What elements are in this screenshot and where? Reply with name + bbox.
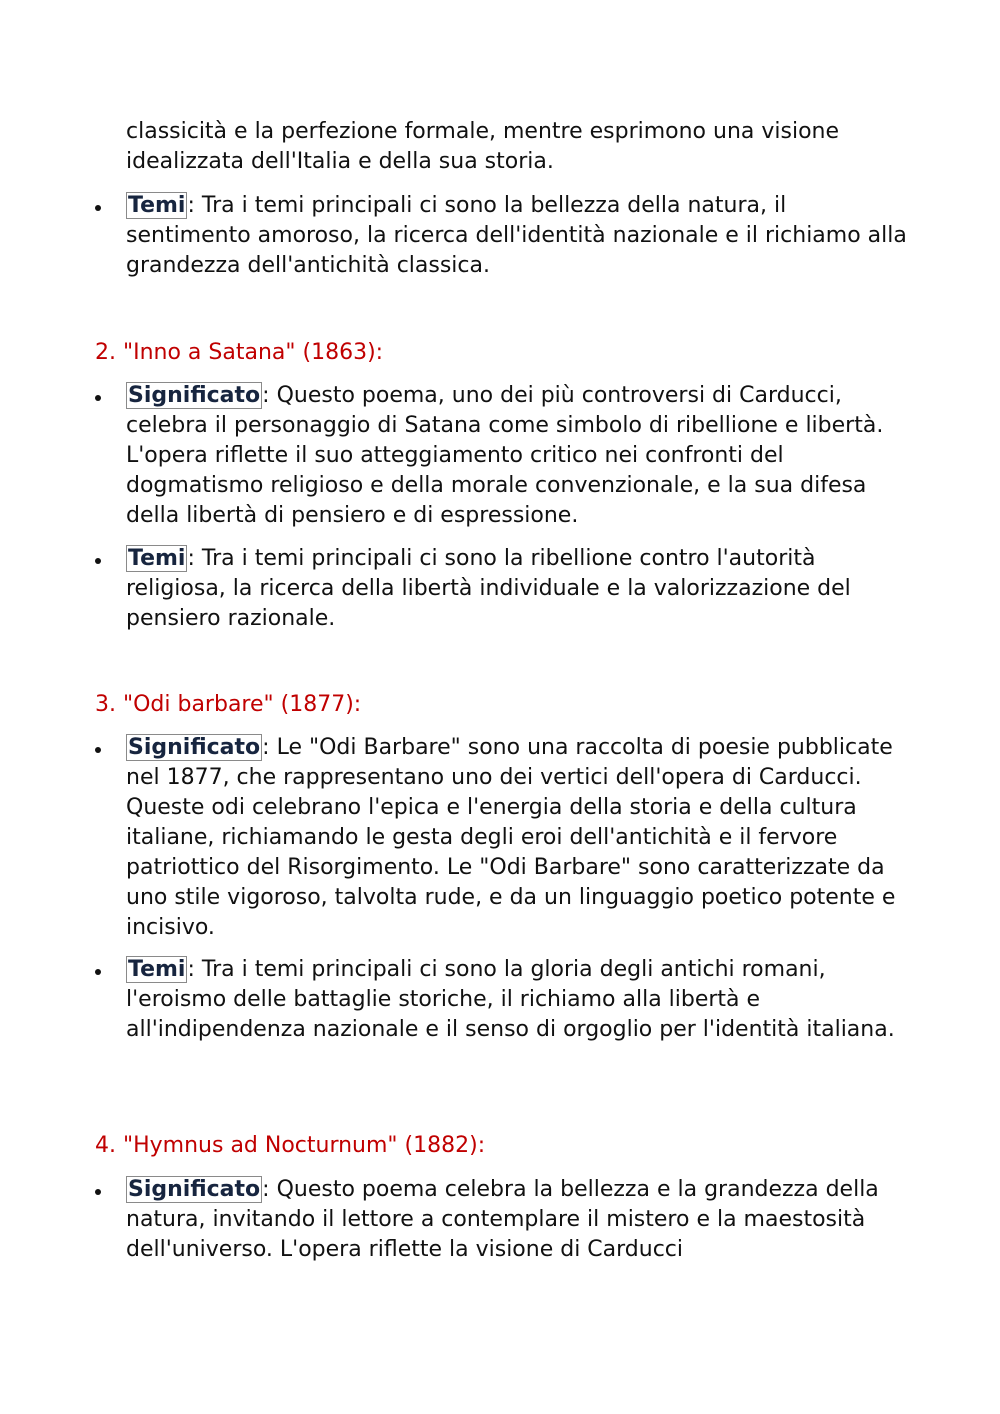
term-label: Significato: [128, 1177, 261, 1202]
bullet-icon: [95, 969, 101, 975]
term-label: Temi: [128, 193, 186, 218]
list-item-text: : Questo poema celebra la bellezza e la grandezza della natura, invitando il lettore a contemplare il mistero e la maestosità dell'universo. L'opera riflette la visione di Carducci: [126, 1177, 879, 1262]
continuation-paragraph: classicità e la perfezione formale, mentre esprimono una visione idealizzata dell'Italia e della sua storia.: [126, 119, 840, 174]
bullet-icon: [95, 395, 101, 401]
section-heading: 4. "Hymnus ad Nocturnum" (1882):: [95, 1133, 486, 1158]
term-label: Significato: [128, 735, 261, 760]
list-item: [126, 191, 916, 281]
list-item-text: : Tra i temi principali ci sono la bellezza della natura, il sentimento amoroso, la ricerca dell'identità nazionale e il richiamo alla grandezza dell'antichità classica.: [126, 193, 907, 278]
term-label: Temi: [128, 546, 186, 571]
list-item-text: : Tra i temi principali ci sono la ribellione contro l'autorità religiosa, la ricerca della libertà individuale e la valorizzazione del pensiero razionale.: [126, 546, 851, 631]
term-label: Temi: [128, 957, 186, 982]
section-heading: 3. "Odi barbare" (1877):: [95, 692, 362, 717]
list-item-text: : Le "Odi Barbare" sono una raccolta di poesie pubblicate nel 1877, che rappresentano uno dei vertici dell'opera di Carducci. Queste odi celebrano l'epica e l'energia della storia e della cultura italiane, richiamando le gesta degli eroi dell'antichità e il fervore patriottico del Risorgimento. Le "Odi Barbare" sono caratterizzate da uno stile vigoroso, talvolta rude, e da un linguaggio poetico potente e incisivo.: [126, 735, 896, 940]
list-item: [126, 1175, 916, 1265]
bullet-icon: [95, 747, 101, 753]
bullet-icon: [95, 205, 101, 211]
list-item-text: : Tra i temi principali ci sono la gloria degli antichi romani, l'eroismo delle battaglie storiche, il richiamo alla libertà e all'indipendenza nazionale e il senso di orgoglio per l'identità italiana.: [126, 957, 895, 1042]
bullet-icon: [95, 1189, 101, 1195]
list-item: [126, 381, 916, 531]
list-item: [126, 544, 916, 634]
list-item: [126, 955, 916, 1045]
list-item-text: : Questo poema, uno dei più controversi di Carducci, celebra il personaggio di Satana come simbolo di ribellione e libertà. L'opera riflette il suo atteggiamento critico nei confronti del dogmatismo religioso e della morale convenzionale, e la sua difesa della libertà di pensiero e di espressione.: [126, 383, 884, 528]
list-item: [126, 733, 916, 943]
term-label: Significato: [128, 383, 261, 408]
section-heading: 2. "Inno a Satana" (1863):: [95, 340, 384, 365]
bullet-icon: [95, 558, 101, 564]
